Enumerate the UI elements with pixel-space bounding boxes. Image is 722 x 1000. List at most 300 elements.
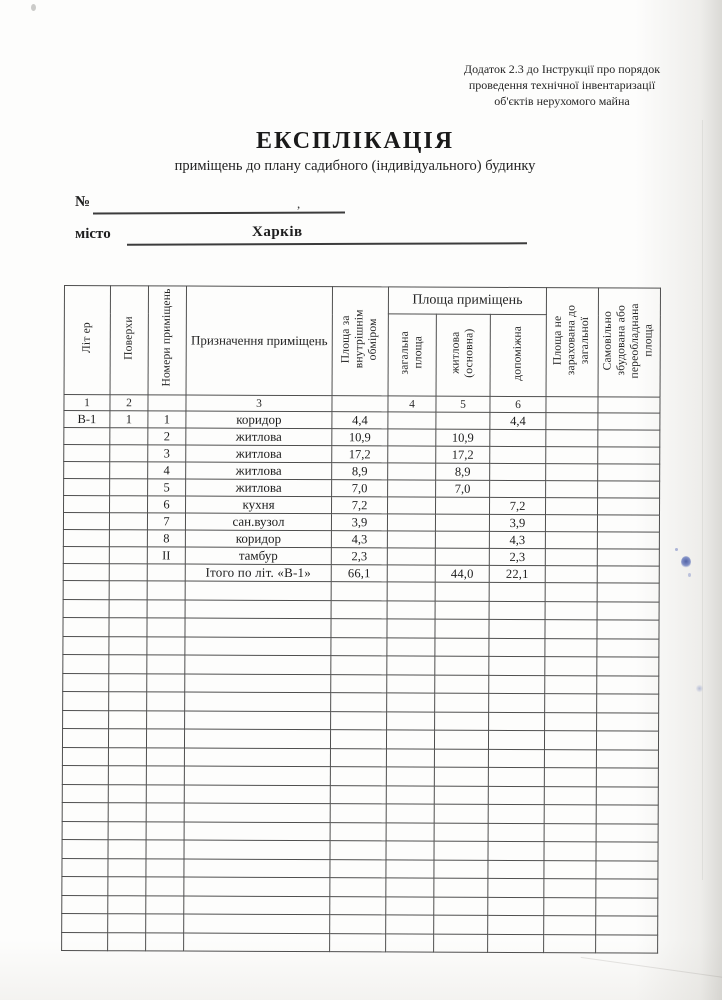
empty-cell xyxy=(331,619,387,638)
cell-num: 4 xyxy=(148,462,186,479)
empty-cell xyxy=(596,786,658,805)
cell-not_counted xyxy=(545,566,597,583)
empty-cell xyxy=(146,914,184,933)
empty-cell xyxy=(330,878,386,897)
empty-cell xyxy=(146,877,184,896)
cell-aux: 7,2 xyxy=(490,497,546,514)
empty-cell xyxy=(330,933,386,952)
cell-num: 3 xyxy=(148,445,186,462)
cell-num: 7 xyxy=(147,513,185,530)
empty-cell xyxy=(185,618,331,637)
empty-cell xyxy=(544,897,596,916)
column-number: 1 xyxy=(64,395,110,411)
cell-internal: 2,3 xyxy=(331,548,387,565)
empty-cell xyxy=(331,693,387,712)
empty-cell xyxy=(108,729,146,748)
col-header-auxiliary-area: допоміжна xyxy=(490,314,546,396)
cell-internal: 7,2 xyxy=(332,497,388,514)
cell-num: 2 xyxy=(148,428,186,445)
cell-purpose: коридор xyxy=(185,530,331,548)
empty-cell xyxy=(544,842,596,861)
blue-ink-dot xyxy=(675,548,678,551)
empty-cell xyxy=(545,657,597,676)
cell-floor xyxy=(110,445,148,462)
cell-unauth xyxy=(598,413,660,430)
empty-cell xyxy=(386,933,434,952)
cell-num: 6 xyxy=(148,496,186,513)
empty-cell xyxy=(489,712,545,731)
cell-num: II xyxy=(147,547,185,564)
cell-unauth xyxy=(598,498,660,515)
empty-cell xyxy=(545,638,597,657)
empty-cell xyxy=(386,804,434,823)
cell-floor: 1 xyxy=(110,411,148,428)
empty-cell xyxy=(435,656,489,675)
empty-cell xyxy=(62,747,108,766)
empty-cell xyxy=(184,729,330,748)
empty-cell xyxy=(434,749,488,768)
empty-cell xyxy=(545,694,597,713)
empty-cell xyxy=(596,823,658,842)
empty-cell xyxy=(185,674,331,693)
empty-cell xyxy=(544,786,596,805)
empty-cell xyxy=(108,747,146,766)
empty-cell xyxy=(109,673,147,692)
cell-internal: 10,9 xyxy=(332,429,388,446)
empty-cell xyxy=(597,583,659,602)
cell-purpose: житлова xyxy=(186,479,332,497)
appendix-note xyxy=(412,62,712,109)
empty-cell xyxy=(147,581,185,600)
cell-purpose: Ітого по літ. «В-1» xyxy=(185,564,331,582)
empty-cell xyxy=(62,802,108,821)
empty-cell xyxy=(331,711,387,730)
table-body xyxy=(62,411,660,954)
empty-cell xyxy=(544,860,596,879)
cell-aux: 22,1 xyxy=(489,565,545,582)
empty-cell xyxy=(596,749,658,768)
cell-total xyxy=(387,548,435,565)
cell-liter xyxy=(63,546,109,563)
cell-aux xyxy=(490,480,546,497)
column-number: 5 xyxy=(436,396,490,412)
blue-ink-dot xyxy=(688,573,691,577)
empty-cell xyxy=(596,934,658,953)
cell-total xyxy=(388,463,436,480)
empty-cell xyxy=(147,655,185,674)
empty-cell xyxy=(545,675,597,694)
cell-num: 1 xyxy=(148,411,186,428)
empty-cell xyxy=(184,896,330,915)
empty-cell xyxy=(146,747,184,766)
empty-cell xyxy=(62,932,108,951)
empty-cell xyxy=(146,729,184,748)
column-number xyxy=(148,395,186,411)
empty-cell xyxy=(62,728,108,747)
empty-cell xyxy=(386,896,434,915)
cell-living xyxy=(435,531,489,548)
empty-cell xyxy=(435,693,489,712)
empty-cell xyxy=(184,933,330,952)
empty-cell xyxy=(434,804,488,823)
cell-not_counted xyxy=(545,532,597,549)
cell-num: 5 xyxy=(148,479,186,496)
cell-floor xyxy=(109,547,147,564)
cell-liter xyxy=(64,445,110,462)
cell-purpose: кухня xyxy=(186,496,332,514)
cell-not_counted xyxy=(546,464,598,481)
cell-liter xyxy=(63,563,109,580)
table-header xyxy=(64,286,661,414)
empty-cell xyxy=(434,934,488,953)
empty-cell xyxy=(597,712,659,731)
empty-cell xyxy=(387,711,435,730)
empty-cell xyxy=(146,932,184,951)
cell-not_counted xyxy=(546,481,598,498)
empty-cell xyxy=(488,915,544,934)
empty-cell xyxy=(63,580,109,599)
empty-cell xyxy=(435,712,489,731)
empty-cell xyxy=(596,768,658,787)
empty-cell xyxy=(544,823,596,842)
cell-liter xyxy=(63,529,109,546)
empty-cell xyxy=(62,895,108,914)
cell-living xyxy=(436,412,490,429)
empty-cell xyxy=(597,620,659,639)
empty-cell xyxy=(330,785,386,804)
empty-cell xyxy=(488,878,544,897)
empty-cell xyxy=(386,748,434,767)
cell-aux: 4,3 xyxy=(489,531,545,548)
empty-cell xyxy=(63,599,109,618)
empty-cell xyxy=(108,877,146,896)
empty-cell xyxy=(185,637,331,656)
cell-aux: 2,3 xyxy=(489,548,545,565)
cell-total xyxy=(388,446,436,463)
cell-not_counted xyxy=(545,549,597,566)
cell-purpose: сан.вузол xyxy=(185,513,331,531)
col-header-unauthorized: Самовільно збудована або переобладнана площа xyxy=(598,288,660,397)
empty-cell xyxy=(596,860,658,879)
empty-cell xyxy=(330,822,386,841)
empty-cell xyxy=(185,655,331,674)
empty-cell xyxy=(146,858,184,877)
empty-cell xyxy=(386,785,434,804)
empty-cell xyxy=(108,784,146,803)
empty-cell xyxy=(63,654,109,673)
empty-cell xyxy=(147,692,185,711)
column-number: 3 xyxy=(186,395,332,412)
cell-total xyxy=(388,429,436,446)
cell-living: 7,0 xyxy=(436,480,490,497)
empty-cell xyxy=(108,766,146,785)
empty-cell xyxy=(184,748,330,767)
explication-table xyxy=(61,285,661,954)
col-header-internal-area: Площа за внутрішнім обміром xyxy=(332,287,388,396)
cell-total xyxy=(388,480,436,497)
empty-cell xyxy=(109,581,147,600)
empty-cell xyxy=(63,691,109,710)
empty-cell xyxy=(386,841,434,860)
empty-cell xyxy=(544,731,596,750)
empty-cell xyxy=(184,859,330,878)
empty-cell xyxy=(184,822,330,841)
column-number xyxy=(598,397,660,413)
empty-cell xyxy=(387,656,435,675)
scan-speck xyxy=(31,4,36,11)
empty-cell xyxy=(488,767,544,786)
empty-cell xyxy=(488,804,544,823)
col-header-purpose: Призначення приміщень xyxy=(186,286,332,396)
col-group-header-area: Площа приміщень xyxy=(388,287,546,315)
empty-cell xyxy=(387,637,435,656)
cell-living xyxy=(436,497,490,514)
empty-cell xyxy=(147,599,185,618)
empty-cell xyxy=(387,674,435,693)
empty-cell xyxy=(488,897,544,916)
cell-floor xyxy=(110,428,148,445)
empty-cell xyxy=(386,730,434,749)
empty-cell xyxy=(62,876,108,895)
column-number xyxy=(546,397,598,413)
cell-total xyxy=(387,565,435,582)
empty-cell xyxy=(434,767,488,786)
appendix-note-line2: проведення технічної інвентаризації xyxy=(468,77,656,92)
cell-purpose: житлова xyxy=(186,428,332,446)
empty-cell xyxy=(109,636,147,655)
empty-cell xyxy=(108,858,146,877)
cell-unauth xyxy=(597,549,659,566)
cell-unauth xyxy=(597,532,659,549)
empty-cell xyxy=(435,638,489,657)
empty-cell xyxy=(330,896,386,915)
empty-cell xyxy=(108,914,146,933)
cell-floor xyxy=(109,564,147,581)
empty-cell xyxy=(146,784,184,803)
cell-num: 8 xyxy=(147,530,185,547)
empty-cell xyxy=(434,860,488,879)
empty-cell xyxy=(488,786,544,805)
page-title: ЕКСПЛІКАЦІЯ xyxy=(255,128,455,154)
cell-internal: 4,4 xyxy=(332,412,388,429)
empty-cell xyxy=(108,895,146,914)
empty-cell xyxy=(62,839,108,858)
cell-purpose: тамбур xyxy=(185,547,331,565)
cell-purpose: коридор xyxy=(186,411,332,429)
empty-cell xyxy=(434,915,488,934)
empty-cell xyxy=(386,878,434,897)
empty-cell xyxy=(387,619,435,638)
cell-unauth xyxy=(598,430,660,447)
column-number xyxy=(332,396,388,412)
empty-cell xyxy=(331,674,387,693)
empty-cell xyxy=(185,692,331,711)
empty-cell xyxy=(386,767,434,786)
cell-liter xyxy=(63,513,109,530)
cell-not_counted xyxy=(545,515,597,532)
empty-cell xyxy=(185,711,331,730)
empty-cell xyxy=(489,656,545,675)
empty-cell xyxy=(387,693,435,712)
cell-internal: 4,3 xyxy=(331,531,387,548)
empty-cell xyxy=(109,692,147,711)
empty-cell xyxy=(63,636,109,655)
empty-cell xyxy=(331,582,387,601)
empty-cell xyxy=(544,805,596,824)
cell-total xyxy=(387,514,435,531)
empty-cell xyxy=(489,693,545,712)
cell-liter xyxy=(64,479,110,496)
cell-living: 10,9 xyxy=(436,429,490,446)
cell-liter: В-1 xyxy=(64,411,110,428)
empty-cell xyxy=(108,932,146,951)
cell-aux xyxy=(490,446,546,463)
empty-cell xyxy=(596,897,658,916)
empty-cell xyxy=(544,879,596,898)
empty-cell xyxy=(386,915,434,934)
empty-cell xyxy=(331,637,387,656)
empty-cell xyxy=(488,823,544,842)
cell-not_counted xyxy=(546,447,598,464)
empty-cell xyxy=(387,582,435,601)
column-number: 4 xyxy=(388,396,436,412)
paper-crease xyxy=(702,120,703,880)
empty-cell xyxy=(544,749,596,768)
empty-cell xyxy=(109,655,147,674)
empty-cell xyxy=(597,638,659,657)
empty-cell xyxy=(434,897,488,916)
empty-row xyxy=(62,932,658,953)
cell-total xyxy=(388,412,436,429)
cell-liter xyxy=(64,496,110,513)
empty-cell xyxy=(597,675,659,694)
empty-cell xyxy=(596,842,658,861)
empty-cell xyxy=(109,710,147,729)
empty-cell xyxy=(387,600,435,619)
cell-not_counted xyxy=(546,430,598,447)
cell-unauth xyxy=(597,515,659,532)
empty-cell xyxy=(330,859,386,878)
col-header-floors: Поверхи xyxy=(110,286,148,395)
empty-cell xyxy=(330,804,386,823)
empty-cell xyxy=(147,710,185,729)
empty-cell xyxy=(62,858,108,877)
empty-cell xyxy=(330,915,386,934)
blue-ink-blot xyxy=(681,556,691,568)
cell-unauth xyxy=(598,447,660,464)
empty-cell xyxy=(434,878,488,897)
empty-cell xyxy=(386,859,434,878)
cell-floor xyxy=(109,513,147,530)
empty-cell xyxy=(109,618,147,637)
empty-cell xyxy=(435,619,489,638)
empty-cell xyxy=(62,784,108,803)
empty-cell xyxy=(184,914,330,933)
empty-cell xyxy=(184,840,330,859)
cell-floor xyxy=(110,462,148,479)
cell-internal: 17,2 xyxy=(332,446,388,463)
cell-unauth xyxy=(598,481,660,498)
appendix-note-line3: об'єктів нерухомого майна xyxy=(494,93,630,108)
empty-cell xyxy=(147,673,185,692)
cell-internal: 3,9 xyxy=(331,514,387,531)
cell-living: 8,9 xyxy=(436,463,490,480)
document-number-label: № xyxy=(75,194,91,210)
cell-not_counted xyxy=(546,498,598,515)
empty-cell xyxy=(544,768,596,787)
cell-floor xyxy=(110,479,148,496)
empty-cell xyxy=(544,916,596,935)
empty-cell xyxy=(146,821,184,840)
cell-total xyxy=(387,531,435,548)
empty-cell xyxy=(596,916,658,935)
cell-internal: 8,9 xyxy=(332,463,388,480)
column-number: 6 xyxy=(490,396,546,412)
cell-floor xyxy=(109,530,147,547)
empty-cell xyxy=(146,803,184,822)
empty-cell xyxy=(489,619,545,638)
col-header-not-counted: Площа не зарахована до загальної xyxy=(546,288,598,397)
empty-cell xyxy=(62,765,108,784)
cell-unauth xyxy=(598,464,660,481)
empty-cell xyxy=(435,601,489,620)
empty-cell xyxy=(435,675,489,694)
column-number: 2 xyxy=(110,395,148,411)
empty-cell xyxy=(108,840,146,859)
empty-cell xyxy=(596,879,658,898)
city-value: Харків xyxy=(252,224,303,240)
cell-purpose: житлова xyxy=(186,462,332,480)
empty-cell xyxy=(62,913,108,932)
empty-cell xyxy=(185,600,331,619)
empty-cell xyxy=(489,675,545,694)
empty-cell xyxy=(488,934,544,953)
empty-cell xyxy=(147,618,185,637)
empty-cell xyxy=(434,786,488,805)
empty-cell xyxy=(108,821,146,840)
empty-cell xyxy=(597,694,659,713)
empty-cell xyxy=(184,785,330,804)
empty-cell xyxy=(489,582,545,601)
empty-cell xyxy=(488,860,544,879)
empty-cell xyxy=(109,599,147,618)
cell-floor xyxy=(110,496,148,513)
cell-living xyxy=(435,548,489,565)
empty-cell xyxy=(597,601,659,620)
city-label: місто xyxy=(75,226,111,242)
empty-cell xyxy=(545,712,597,731)
empty-cell xyxy=(544,934,596,953)
cell-aux xyxy=(490,463,546,480)
cell-purpose: житлова xyxy=(186,445,332,463)
empty-cell xyxy=(488,841,544,860)
empty-cell xyxy=(545,620,597,639)
empty-cell xyxy=(434,823,488,842)
cell-not_counted xyxy=(546,413,598,430)
cell-aux: 4,4 xyxy=(490,412,546,429)
cell-unauth xyxy=(597,566,659,583)
empty-cell xyxy=(147,636,185,655)
empty-cell xyxy=(545,601,597,620)
empty-cell xyxy=(489,638,545,657)
empty-cell xyxy=(184,766,330,785)
empty-cell xyxy=(489,601,545,620)
col-header-total-area: загальна площа xyxy=(388,314,436,396)
cell-num xyxy=(147,564,185,581)
empty-cell xyxy=(184,803,330,822)
empty-cell xyxy=(435,582,489,601)
empty-cell xyxy=(597,657,659,676)
